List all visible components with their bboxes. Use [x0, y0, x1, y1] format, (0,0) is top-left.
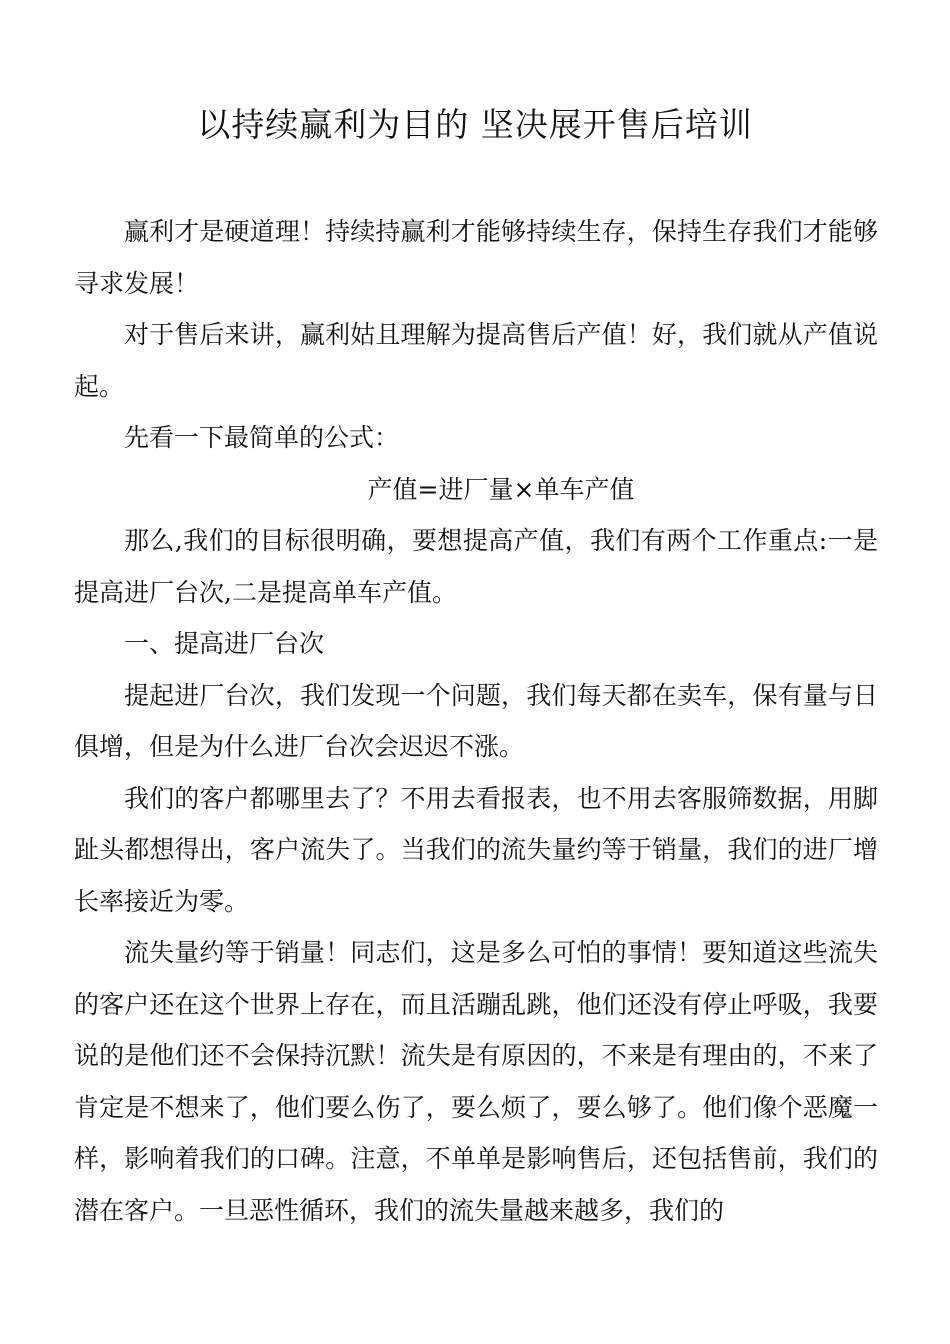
- section-heading-visits: 一、提高进厂台次: [124, 629, 325, 658]
- paragraph-goals: 那么,我们的目标很明确，要想提高产值，我们有两个工作重点:一是提高进厂台次,二是提高单车产值。: [74, 526, 878, 607]
- formula-line: 产值=进厂量×单车产值: [367, 474, 635, 504]
- paragraph-after-sales-output: 对于售后来讲，赢利姑且理解为提高售后产值！好，我们就从产值说起。: [74, 320, 878, 401]
- paragraph-loss-impact: 流失量约等于销量！同志们，这是多么可怕的事情！要知道这些流失的客户还在这个世界上存在，而且活蹦乱跳，他们还没有停止呼吸，我要说的是他们还不会保持沉默！流失是有原因的，不来是有理由的，不来了肯定是不想来了，他们要么伤了，要么烦了，要么够了。他们像个恶魔一样，影响着我们的口碑。注意，不单单是影响售后，还包括售前，我们的潜在客户。一旦恶性循环，我们的流失量越来越多，我们的: [74, 938, 878, 1225]
- paragraph-profit-intro: 赢利才是硬道理！持续持赢利才能够持续生存，保持生存我们才能够寻求发展！: [74, 217, 878, 298]
- document-title: 以持续赢利为目的 坚决展开售后培训: [197, 105, 753, 144]
- paragraph-customer-loss: 我们的客户都哪里去了？不用去看报表，也不用去客服筛数据，用脚趾头都想得出，客户流失了。当我们的流失量约等于销量，我们的进厂增长率接近为零。: [74, 783, 878, 916]
- document-body: [74, 206, 878, 1236]
- paragraph-formula-intro: 先看一下最简单的公式：: [124, 423, 400, 452]
- paragraph-visits-problem: 提起进厂台次，我们发现一个问题，我们每天都在卖车，保有量与日俱增，但是为什么进厂台次会迟迟不涨。: [74, 680, 878, 761]
